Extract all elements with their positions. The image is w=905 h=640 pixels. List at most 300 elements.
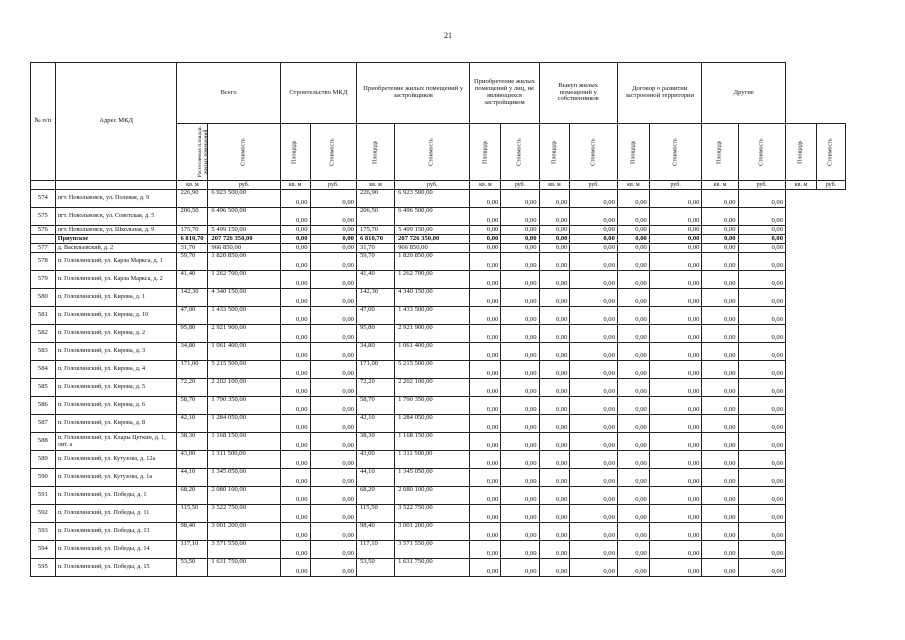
- row-address: п. Головлинский, ул. Кирова, д. 2: [55, 325, 177, 343]
- page-number: 21: [444, 31, 452, 40]
- table-row: [31, 487, 846, 505]
- row-total-area: 41,40: [177, 271, 208, 289]
- row-contract-cost: 0,00: [649, 226, 702, 235]
- row-buyout-cost: 0,00: [570, 208, 617, 226]
- row-other-cost: 0,00: [738, 361, 785, 379]
- row-contract-cost: 0,00: [649, 271, 702, 289]
- row-construction-cost: 0,00: [310, 235, 356, 244]
- row-buyout-area: 0,00: [539, 541, 570, 559]
- row-purchase-nondev-cost: 0,00: [501, 289, 539, 307]
- row-total-cost: 1 631 750,00: [208, 559, 280, 577]
- row-construction-area: 0,00: [280, 433, 310, 451]
- row-address: п. Головлинский, ул. Кирова, д. 3: [55, 343, 177, 361]
- row-address: п. Головлинский, ул. Кирова, д. 1: [55, 289, 177, 307]
- row-number: 581: [31, 307, 56, 325]
- row-buyout-cost: 0,00: [570, 361, 617, 379]
- row-other-cost: 0,00: [738, 505, 785, 523]
- subtotal-row: [31, 235, 846, 244]
- row-purchase-dev-area: 117,10: [356, 541, 394, 559]
- row-other-area: 0,00: [702, 289, 738, 307]
- row-total-cost: 6 923 500,00: [208, 190, 280, 208]
- row-buyout-cost: 0,00: [570, 505, 617, 523]
- unit-sqm: кв. м: [356, 181, 394, 190]
- row-total-cost: 1 820 850,00: [208, 253, 280, 271]
- table-row: [31, 289, 846, 307]
- row-other-area: 0,00: [702, 379, 738, 397]
- row-construction-area: 0,00: [280, 190, 310, 208]
- row-contract-cost: 0,00: [649, 253, 702, 271]
- row-purchase-dev-cost: 5 499 150,00: [395, 226, 470, 235]
- row-contract-cost: 0,00: [649, 541, 702, 559]
- row-total-cost: 4 340 150,00: [208, 289, 280, 307]
- row-contract-cost: 0,00: [649, 415, 702, 433]
- unit-rub: руб.: [395, 181, 470, 190]
- row-construction-area: 0,00: [280, 244, 310, 253]
- row-purchase-nondev-cost: 0,00: [501, 325, 539, 343]
- table-row: [31, 505, 846, 523]
- row-contract-area: 0,00: [617, 190, 649, 208]
- row-buyout-cost: 0,00: [570, 397, 617, 415]
- table-row: [31, 226, 846, 235]
- row-other-cost: 0,00: [738, 433, 785, 451]
- row-other-area: 0,00: [702, 469, 738, 487]
- row-number: 588: [31, 433, 56, 451]
- row-construction-cost: 0,00: [310, 505, 356, 523]
- row-contract-cost: 0,00: [649, 397, 702, 415]
- table-body: [31, 190, 846, 577]
- row-purchase-dev-area: 44,10: [356, 469, 394, 487]
- row-purchase-nondev-cost: 0,00: [501, 361, 539, 379]
- row-construction-cost: 0,00: [310, 379, 356, 397]
- row-other-cost: 0,00: [738, 253, 785, 271]
- row-purchase-dev-cost: 1 631 750,00: [395, 559, 470, 577]
- row-purchase-nondev-area: 0,00: [470, 397, 501, 415]
- row-purchase-dev-cost: 1 790 350,00: [395, 397, 470, 415]
- row-other-area: 0,00: [702, 523, 738, 541]
- row-purchase-dev-cost: 6 923 500,00: [395, 190, 470, 208]
- row-purchase-nondev-cost: 0,00: [501, 397, 539, 415]
- row-number: 585: [31, 379, 56, 397]
- row-construction-cost: 0,00: [310, 244, 356, 253]
- row-construction-area: 0,00: [280, 253, 310, 271]
- row-number: 590: [31, 469, 56, 487]
- row-total-area: 6 810,70: [177, 235, 208, 244]
- row-construction-area: 0,00: [280, 226, 310, 235]
- row-buyout-area: 0,00: [539, 226, 570, 235]
- unit-rub: руб.: [649, 181, 702, 190]
- row-purchase-dev-cost: 1 311 500,00: [395, 451, 470, 469]
- row-other-cost: 0,00: [738, 343, 785, 361]
- row-total-cost: 2 080 100,00: [208, 487, 280, 505]
- row-number: 595: [31, 559, 56, 577]
- row-number: 576: [31, 226, 56, 235]
- row-buyout-area: 0,00: [539, 505, 570, 523]
- row-contract-cost: 0,00: [649, 208, 702, 226]
- row-construction-area: 0,00: [280, 505, 310, 523]
- row-other-area: 0,00: [702, 235, 738, 244]
- row-construction-cost: 0,00: [310, 208, 356, 226]
- row-purchase-nondev-area: 0,00: [470, 235, 501, 244]
- subheader-cost: Стоимость: [395, 124, 470, 181]
- row-contract-cost: 0,00: [649, 244, 702, 253]
- row-purchase-dev-cost: 1 061 400,00: [395, 343, 470, 361]
- row-other-area: 0,00: [702, 397, 738, 415]
- row-address: пгт. Новольвовск, ул. Советская, д. 5: [55, 208, 177, 226]
- row-contract-area: 0,00: [617, 433, 649, 451]
- row-buyout-cost: 0,00: [570, 523, 617, 541]
- row-buyout-cost: 0,00: [570, 541, 617, 559]
- row-buyout-area: 0,00: [539, 271, 570, 289]
- row-contract-cost: 0,00: [649, 451, 702, 469]
- row-construction-area: 0,00: [280, 487, 310, 505]
- row-total-area: 175,70: [177, 226, 208, 235]
- row-contract-area: 0,00: [617, 289, 649, 307]
- row-buyout-cost: 0,00: [570, 235, 617, 244]
- row-construction-cost: 0,00: [310, 226, 356, 235]
- row-buyout-area: 0,00: [539, 559, 570, 577]
- subheader-cost: Стоимость: [501, 124, 539, 181]
- row-contract-cost: 0,00: [649, 190, 702, 208]
- row-construction-cost: 0,00: [310, 433, 356, 451]
- row-address: д. Васильевский, д. 2: [55, 244, 177, 253]
- row-address: п. Головлинский, ул. Победы, д. 1: [55, 487, 177, 505]
- col-contract-header: Договор о развитии застроенной территории: [617, 63, 702, 124]
- row-other-cost: 0,00: [738, 379, 785, 397]
- row-contract-area: 0,00: [617, 307, 649, 325]
- row-purchase-dev-area: 115,50: [356, 505, 394, 523]
- row-purchase-dev-area: 34,80: [356, 343, 394, 361]
- row-purchase-dev-cost: 1 433 500,00: [395, 307, 470, 325]
- table-row: [31, 343, 846, 361]
- row-address: пгт. Новольвовск, ул. Школьная, д. 9: [55, 226, 177, 235]
- row-construction-area: 0,00: [280, 523, 310, 541]
- row-contract-cost: 0,00: [649, 289, 702, 307]
- row-other-cost: 0,00: [738, 289, 785, 307]
- row-buyout-cost: 0,00: [570, 487, 617, 505]
- row-number: 587: [31, 415, 56, 433]
- row-address: п. Головлинский, ул. Клары Цеткин, д. 1, лит. а: [55, 433, 177, 451]
- row-construction-cost: 0,00: [310, 397, 356, 415]
- row-other-area: 0,00: [702, 559, 738, 577]
- row-construction-area: 0,00: [280, 343, 310, 361]
- row-total-cost: 966 850,00: [208, 244, 280, 253]
- row-purchase-nondev-area: 0,00: [470, 559, 501, 577]
- row-purchase-dev-area: 31,70: [356, 244, 394, 253]
- row-number: 579: [31, 271, 56, 289]
- row-contract-cost: 0,00: [649, 325, 702, 343]
- row-purchase-dev-cost: 6 496 500,00: [395, 208, 470, 226]
- row-construction-area: 0,00: [280, 361, 310, 379]
- col-other-header: Другие: [702, 63, 786, 124]
- row-purchase-dev-cost: 1 262 700,00: [395, 271, 470, 289]
- row-buyout-cost: 0,00: [570, 379, 617, 397]
- row-total-cost: 1 262 700,00: [208, 271, 280, 289]
- row-total-area: 31,70: [177, 244, 208, 253]
- unit-sqm: кв. м: [280, 181, 310, 190]
- row-purchase-nondev-cost: 0,00: [501, 379, 539, 397]
- col-purchase-dev-header: Приобретение жилых помещений у застройщиков: [356, 63, 469, 124]
- row-total-area: 43,00: [177, 451, 208, 469]
- row-buyout-area: 0,00: [539, 469, 570, 487]
- row-purchase-dev-area: 98,40: [356, 523, 394, 541]
- row-other-area: 0,00: [702, 433, 738, 451]
- row-purchase-dev-area: 171,00: [356, 361, 394, 379]
- row-purchase-nondev-area: 0,00: [470, 379, 501, 397]
- row-construction-area: 0,00: [280, 397, 310, 415]
- row-purchase-dev-area: 43,00: [356, 451, 394, 469]
- row-contract-area: 0,00: [617, 271, 649, 289]
- row-contract-cost: 0,00: [649, 379, 702, 397]
- row-total-cost: 1 345 050,00: [208, 469, 280, 487]
- row-contract-area: 0,00: [617, 415, 649, 433]
- table-row: [31, 379, 846, 397]
- row-other-area: 0,00: [702, 541, 738, 559]
- row-contract-area: 0,00: [617, 325, 649, 343]
- row-purchase-nondev-cost: 0,00: [501, 226, 539, 235]
- row-contract-area: 0,00: [617, 235, 649, 244]
- row-purchase-nondev-area: 0,00: [470, 289, 501, 307]
- row-total-area: 142,30: [177, 289, 208, 307]
- row-other-area: 0,00: [702, 487, 738, 505]
- row-purchase-dev-cost: 2 921 900,00: [395, 325, 470, 343]
- row-construction-cost: 0,00: [310, 469, 356, 487]
- row-purchase-dev-area: 53,50: [356, 559, 394, 577]
- table-row: [31, 361, 846, 379]
- row-buyout-area: 0,00: [539, 379, 570, 397]
- row-total-area: 42,10: [177, 415, 208, 433]
- row-purchase-nondev-cost: 0,00: [501, 415, 539, 433]
- row-address: п. Головлинский, ул. Кирова, д. 6: [55, 397, 177, 415]
- subheader-cost: Стоимость: [570, 124, 617, 181]
- row-purchase-nondev-area: 0,00: [470, 226, 501, 235]
- row-address: п. Головлинский, ул. Кутузова, д. 1а: [55, 469, 177, 487]
- col-address-header: Адрес МКД: [55, 63, 177, 181]
- table-row: [31, 433, 846, 451]
- row-purchase-dev-area: 6 810,70: [356, 235, 394, 244]
- row-total-area: 98,40: [177, 523, 208, 541]
- row-purchase-dev-cost: 5 215 500,00: [395, 361, 470, 379]
- row-construction-area: 0,00: [280, 307, 310, 325]
- row-other-cost: 0,00: [738, 208, 785, 226]
- row-other-cost: 0,00: [738, 271, 785, 289]
- row-purchase-dev-cost: 4 340 150,00: [395, 289, 470, 307]
- row-buyout-area: 0,00: [539, 361, 570, 379]
- row-contract-area: 0,00: [617, 343, 649, 361]
- row-purchase-dev-cost: 2 202 100,00: [395, 379, 470, 397]
- row-other-area: 0,00: [702, 253, 738, 271]
- row-contract-cost: 0,00: [649, 559, 702, 577]
- row-purchase-nondev-area: 0,00: [470, 541, 501, 559]
- row-purchase-nondev-cost: 0,00: [501, 307, 539, 325]
- row-buyout-cost: 0,00: [570, 190, 617, 208]
- row-other-area: 0,00: [702, 361, 738, 379]
- row-purchase-dev-cost: 1 284 050,00: [395, 415, 470, 433]
- row-construction-area: 0,00: [280, 541, 310, 559]
- row-purchase-nondev-cost: 0,00: [501, 235, 539, 244]
- row-purchase-nondev-cost: 0,00: [501, 523, 539, 541]
- row-purchase-nondev-cost: 0,00: [501, 343, 539, 361]
- row-buyout-area: 0,00: [539, 523, 570, 541]
- row-address: п. Головлинский, ул. Победы, д. 13: [55, 523, 177, 541]
- row-address: п. Головлинский, ул. Карла Маркса, д. 2: [55, 271, 177, 289]
- row-other-cost: 0,00: [738, 325, 785, 343]
- row-purchase-nondev-cost: 0,00: [501, 487, 539, 505]
- row-other-area: 0,00: [702, 451, 738, 469]
- row-address: Приупское: [55, 235, 177, 244]
- row-construction-cost: 0,00: [310, 343, 356, 361]
- unit-rub: руб.: [310, 181, 356, 190]
- row-purchase-dev-area: 72,20: [356, 379, 394, 397]
- row-total-cost: 3 571 550,00: [208, 541, 280, 559]
- resettlement-table: [30, 62, 846, 577]
- row-purchase-nondev-area: 0,00: [470, 469, 501, 487]
- row-contract-area: 0,00: [617, 559, 649, 577]
- row-total-cost: 1 433 500,00: [208, 307, 280, 325]
- row-total-area: 72,20: [177, 379, 208, 397]
- row-buyout-area: 0,00: [539, 307, 570, 325]
- row-purchase-nondev-cost: 0,00: [501, 244, 539, 253]
- header-row: [31, 63, 846, 124]
- row-total-cost: 207 726 350,00: [208, 235, 280, 244]
- row-purchase-nondev-cost: 0,00: [501, 559, 539, 577]
- row-address: п. Головлинский, ул. Кирова, д. 4: [55, 361, 177, 379]
- unit-rub: руб.: [570, 181, 617, 190]
- row-buyout-area: 0,00: [539, 487, 570, 505]
- row-purchase-nondev-area: 0,00: [470, 415, 501, 433]
- row-address: п. Головлинский, ул. Карла Маркса, д. 1: [55, 253, 177, 271]
- row-purchase-dev-area: 175,70: [356, 226, 394, 235]
- row-total-area: 206,50: [177, 208, 208, 226]
- row-contract-area: 0,00: [617, 379, 649, 397]
- subheader-cost: Стоимость: [208, 124, 280, 181]
- row-address: п. Головлинский, ул. Победы, д. 14: [55, 541, 177, 559]
- row-construction-cost: 0,00: [310, 190, 356, 208]
- row-number: 575: [31, 208, 56, 226]
- row-purchase-dev-cost: 1 345 050,00: [395, 469, 470, 487]
- row-purchase-dev-cost: 1 168 150,00: [395, 433, 470, 451]
- row-buyout-cost: 0,00: [570, 325, 617, 343]
- row-purchase-nondev-area: 0,00: [470, 244, 501, 253]
- row-purchase-nondev-cost: 0,00: [501, 253, 539, 271]
- row-address: п. Головлинский, ул. Победы, д. 11: [55, 505, 177, 523]
- unit-rub: руб.: [208, 181, 280, 190]
- row-purchase-nondev-area: 0,00: [470, 451, 501, 469]
- col-construction-header: Строительство МКД: [280, 63, 356, 124]
- row-contract-cost: 0,00: [649, 307, 702, 325]
- row-contract-area: 0,00: [617, 523, 649, 541]
- row-purchase-dev-area: 226,90: [356, 190, 394, 208]
- row-buyout-cost: 0,00: [570, 271, 617, 289]
- row-construction-cost: 0,00: [310, 325, 356, 343]
- row-construction-area: 0,00: [280, 451, 310, 469]
- row-purchase-dev-area: 58,70: [356, 397, 394, 415]
- row-total-cost: 5 215 500,00: [208, 361, 280, 379]
- row-total-area: 68,20: [177, 487, 208, 505]
- row-other-cost: 0,00: [738, 226, 785, 235]
- row-purchase-nondev-cost: 0,00: [501, 208, 539, 226]
- table-row: [31, 208, 846, 226]
- row-contract-area: 0,00: [617, 253, 649, 271]
- row-other-cost: 0,00: [738, 487, 785, 505]
- row-purchase-dev-cost: 3 571 550,00: [395, 541, 470, 559]
- row-number: 586: [31, 397, 56, 415]
- row-buyout-area: 0,00: [539, 397, 570, 415]
- row-purchase-nondev-area: 0,00: [470, 307, 501, 325]
- row-construction-cost: 0,00: [310, 289, 356, 307]
- row-other-cost: 0,00: [738, 235, 785, 244]
- row-number: 574: [31, 190, 56, 208]
- row-number: 589: [31, 451, 56, 469]
- row-purchase-nondev-cost: 0,00: [501, 469, 539, 487]
- row-contract-area: 0,00: [617, 469, 649, 487]
- row-other-area: 0,00: [702, 190, 738, 208]
- row-total-cost: 1 168 150,00: [208, 433, 280, 451]
- row-total-area: 38,30: [177, 433, 208, 451]
- unit-sqm: кв. м: [702, 181, 738, 190]
- row-total-area: 47,00: [177, 307, 208, 325]
- row-purchase-dev-area: 95,80: [356, 325, 394, 343]
- row-contract-area: 0,00: [617, 361, 649, 379]
- row-buyout-area: 0,00: [539, 415, 570, 433]
- table-row: [31, 541, 846, 559]
- row-buyout-cost: 0,00: [570, 415, 617, 433]
- table-row: [31, 271, 846, 289]
- subheader-area: Площадь: [356, 124, 394, 181]
- row-purchase-nondev-area: 0,00: [470, 523, 501, 541]
- table-row: [31, 325, 846, 343]
- row-number: 594: [31, 541, 56, 559]
- row-total-area: 34,80: [177, 343, 208, 361]
- row-number: 582: [31, 325, 56, 343]
- subheader-resettled-area: Расселяемая площадь жилых помещений: [177, 124, 208, 181]
- subheader-cost: Стоимость: [738, 124, 785, 181]
- row-construction-area: 0,00: [280, 289, 310, 307]
- row-construction-cost: 0,00: [310, 271, 356, 289]
- col-total-header: Всего: [177, 63, 280, 124]
- row-purchase-dev-cost: 3 522 750,00: [395, 505, 470, 523]
- row-construction-area: 0,00: [280, 271, 310, 289]
- row-total-cost: 2 921 900,00: [208, 325, 280, 343]
- row-purchase-nondev-area: 0,00: [470, 487, 501, 505]
- table-row: [31, 469, 846, 487]
- unit-sqm: кв. м: [177, 181, 208, 190]
- row-contract-area: 0,00: [617, 208, 649, 226]
- row-total-cost: 5 499 150,00: [208, 226, 280, 235]
- subheader-cost: Стоимость: [816, 124, 845, 181]
- row-total-cost: 1 790 350,00: [208, 397, 280, 415]
- row-purchase-nondev-area: 0,00: [470, 253, 501, 271]
- row-address: п. Головлинский, ул. Кутузова, д. 12а: [55, 451, 177, 469]
- row-purchase-nondev-cost: 0,00: [501, 451, 539, 469]
- row-address: п. Головлинский, ул. Кирова, д. 5: [55, 379, 177, 397]
- row-other-cost: 0,00: [738, 451, 785, 469]
- row-number: 593: [31, 523, 56, 541]
- row-purchase-nondev-area: 0,00: [470, 433, 501, 451]
- row-total-cost: 2 202 100,00: [208, 379, 280, 397]
- table-row: [31, 397, 846, 415]
- row-purchase-dev-area: 42,10: [356, 415, 394, 433]
- row-contract-cost: 0,00: [649, 343, 702, 361]
- row-purchase-dev-cost: 966 850,00: [395, 244, 470, 253]
- row-buyout-cost: 0,00: [570, 244, 617, 253]
- row-construction-cost: 0,00: [310, 523, 356, 541]
- row-total-area: 171,00: [177, 361, 208, 379]
- table-row: [31, 559, 846, 577]
- row-contract-cost: 0,00: [649, 361, 702, 379]
- row-number: 592: [31, 505, 56, 523]
- row-buyout-area: 0,00: [539, 253, 570, 271]
- row-construction-cost: 0,00: [310, 415, 356, 433]
